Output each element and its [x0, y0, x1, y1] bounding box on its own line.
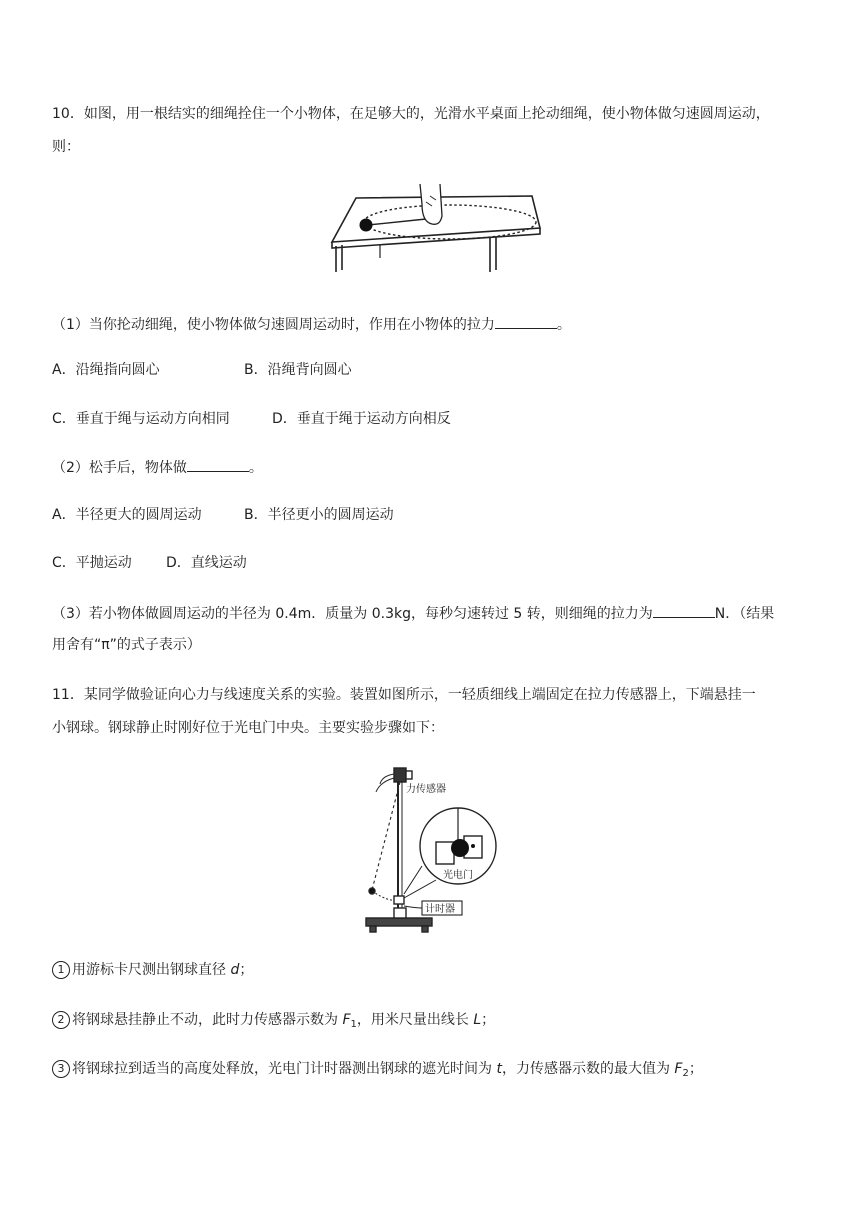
q11-stem-line1: 11．某同学做验证向心力与线速度关系的实验。装置如图所示，一轻质细线上端固定在拉力传感器上，下端悬挂一	[52, 687, 756, 703]
q10-stem-line1: 10．如图，用一根结实的细绳拴住一个小物体，在足够大的，光滑水平桌面上抡动细绳，使小物体做匀速圆周运动，	[52, 106, 770, 122]
answer-blank[interactable]	[495, 314, 557, 329]
step-number: 1	[52, 961, 70, 979]
answer-blank[interactable]	[653, 603, 715, 618]
q10-p1-option-a: A．沿绳指向圆心	[52, 362, 160, 378]
answer-blank[interactable]	[187, 457, 249, 472]
step-number: 3	[52, 1060, 70, 1078]
q10-part1: （1）当你抡动细绳，使小物体做匀速圆周运动时，作用在小物体的拉力 。	[52, 314, 571, 335]
q10-p1-option-c: C．垂直于绳与运动方向相同	[52, 411, 230, 427]
q10-part3-line2: 用舍有“π”的式子表示）	[52, 637, 201, 653]
q11-stem-line2: 小钢球。钢球静止时刚好位于光电门中央。主要实验步骤如下：	[52, 720, 444, 736]
stand-base	[366, 918, 432, 926]
photogate-icon	[436, 842, 454, 864]
timer-label: 计时器	[425, 904, 455, 915]
q10-part2: （2）松手后，物体做 。	[52, 457, 263, 478]
q11-step-3: 3 将钢球拉到适当的高度处释放，光电门计时器测出钢球的遮光时间为 t，力传感器示数的最大值为 $F_2$；	[52, 1059, 703, 1084]
q10-p2-option-d: D．直线运动	[166, 555, 247, 571]
force-sensor-icon	[394, 768, 406, 782]
step-number: 2	[52, 1011, 70, 1029]
centripetal-apparatus-figure	[360, 760, 510, 936]
q11-step-2: 2 将钢球悬挂静止不动，此时力传感器示数为 $F_1$，用米尺量出线长 L；	[52, 1010, 495, 1035]
table-circular-motion-figure	[326, 182, 546, 274]
sensor-label: 力传感器	[406, 784, 446, 795]
small-object	[360, 219, 373, 232]
q10-part3: （3）若小物体做圆周运动的半径为 0.4m．质量为 0.3kg，每秒匀速转过 5 转，则细绳的拉力为 N．（结果	[52, 603, 774, 624]
q10-p1-option-d: D．垂直于绳于运动方向相反	[272, 411, 451, 427]
q10-p1-option-b: B．沿绳背向圆心	[244, 362, 352, 378]
q10-p2-option-c: C．平抛运动	[52, 555, 132, 571]
q10-p2-option-a: A．半径更大的圆周运动	[52, 507, 202, 523]
q10-p2-option-b: B．半径更小的圆周运动	[244, 507, 394, 523]
q11-step-1: 1 用游标卡尺测出钢球直径 d；	[52, 960, 253, 980]
q10-stem-line2: 则：	[52, 139, 80, 155]
gate-label: 光电门	[443, 870, 473, 881]
